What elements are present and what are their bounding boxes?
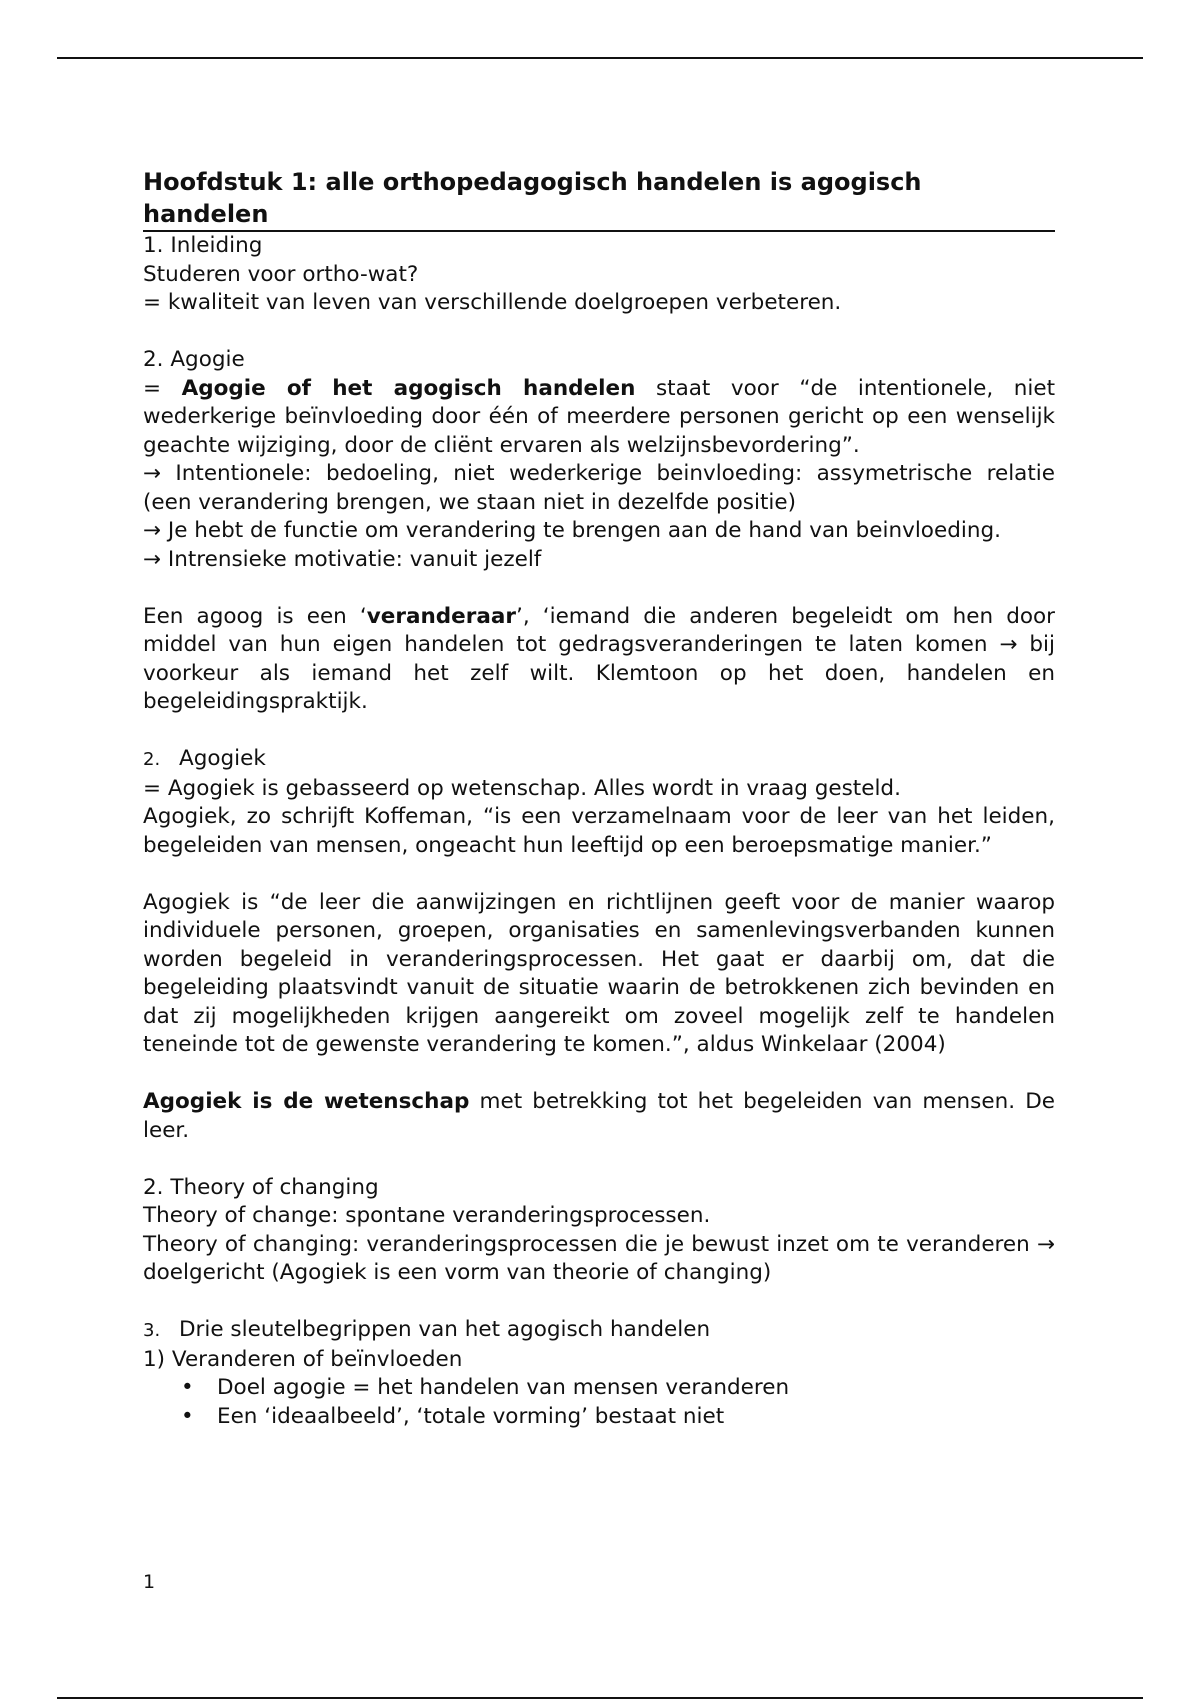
winkelaar-paragraph: Agogiek is “de leer die aanwijzingen en richtlijnen geeft voor de manier waarop individuele personen, groepen, organisaties en samenlevingsverbanden kunnen worden begeleid in veranderingsprocessen. Het gaat er daarbij om, dat die begeleiding plaatsvindt vanuit de situatie waarin de betrokkenen zich bevinden en dat zij mogelijkheden krijgen aangereikt om zoveel mogelijk zelf te handelen teneinde tot de gewenste verandering te komen.”, aldus Winkelaar (2004)	[143, 889, 1055, 1057]
section-heading-agogiek: 2. Agogiek	[143, 746, 266, 771]
agogie-definition: = Agogie of het agogisch handelen staat voor “de intentionele, niet wederkerige beïnvloeding door één of meerdere personen gericht op een wenselijk geachte wijziging, door de cliënt ervaren als welzijnsbevordering”.	[143, 375, 1055, 458]
text-line: Studeren voor ortho-wat?	[143, 261, 419, 287]
bullet-item: • Een ‘ideaalbeeld’, ‘totale vorming’ bestaat niet	[143, 1403, 1055, 1432]
top-rule	[57, 57, 1143, 59]
text-line: Theory of change: spontane veranderingsprocessen.	[143, 1203, 711, 1228]
agoog-paragraph: Een agoog is een ‘veranderaar’, ‘iemand die anderen begeleidt om hen door middel van hun eigen handelen tot gedragsveranderingen te laten komen → bij voorkeur als iemand het zelf wilt. Klemtoon op het doen, handelen en begeleidingspraktijk.	[143, 603, 1055, 714]
page-number: 1	[143, 1571, 156, 1593]
bullet-icon: •	[181, 1403, 194, 1429]
section-heading-agogie: 2. Agogie	[143, 347, 245, 372]
section-heading-sleutelbegrippen: 3. Drie sleutelbegrippen van het agogisch handelen	[143, 1317, 711, 1342]
arrow-note: → Intentionele: bedoeling, niet wederkerige beinvloeding: assymetrische relatie (een verandering brengen, we staan niet in dezelfde positie)	[143, 461, 1055, 515]
koffeman-paragraph: Agogiek, zo schrijft Koffeman, “is een verzamelnaam voor de leer van het leiden, begeleiden van mensen, ongeacht hun leeftijd op een beroepsmatige manier.”	[143, 804, 1055, 858]
text-line: Theory of changing: veranderingsprocessen die je bewust inzet om te veranderen → doelgericht (Agogiek is een vorm van theorie of changing)	[143, 1231, 1055, 1285]
page-title: Hoofdstuk 1: alle orthopedagogisch handelen is agogisch handelen	[143, 166, 1055, 232]
arrow-note: → Intrensieke motivatie: vanuit jezelf	[143, 546, 542, 572]
bold-term: Agogie of het agogisch handelen	[181, 375, 636, 401]
bullet-item: • Doel agogie = het handelen van mensen veranderen	[143, 1374, 1055, 1403]
section-heading-theory-of-changing: 2. Theory of changing	[143, 1174, 379, 1200]
bottom-rule	[57, 1697, 1143, 1699]
arrow-note: → Je hebt de functie om verandering te brengen aan de hand van beinvloeding.	[143, 518, 1001, 543]
bullet-icon: •	[181, 1375, 194, 1400]
section-heading-inleiding: 1. Inleiding	[143, 233, 263, 258]
page-content	[143, 166, 1055, 1431]
text-line: = Agogiek is gebasseerd op wetenschap. Alles wordt in vraag gesteld.	[143, 775, 901, 801]
text-line: = kwaliteit van leven van verschillende doelgroepen verbeteren.	[143, 290, 842, 315]
wetenschap-paragraph: Agogiek is de wetenschap met betrekking tot het begeleiden van mensen. De leer.	[143, 1089, 1056, 1143]
list-item: 1) Veranderen of beïnvloeden	[143, 1346, 463, 1372]
bold-term: veranderaar	[366, 603, 516, 629]
bold-term: Agogiek is de wetenschap	[143, 1089, 470, 1114]
